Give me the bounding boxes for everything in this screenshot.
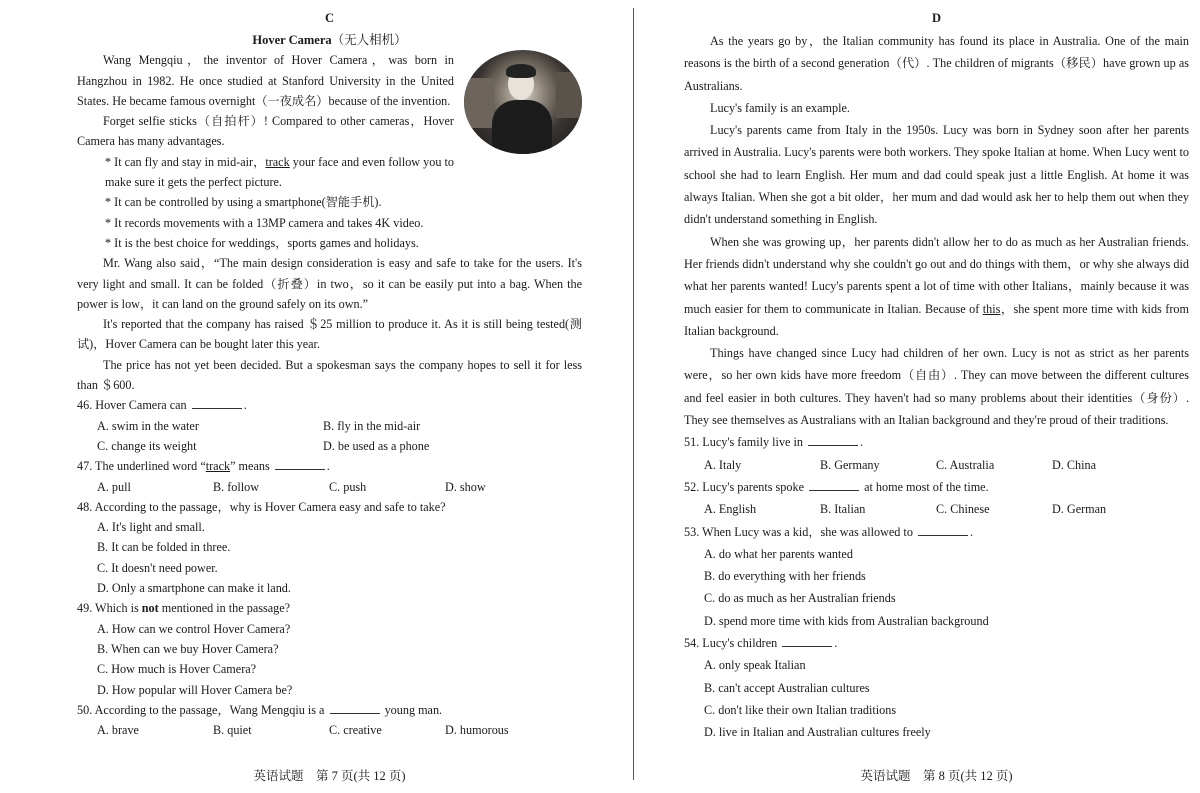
options-47 [77,477,582,497]
answer-blank[interactable] [275,457,325,470]
option[interactable]: C. Australia [936,457,995,472]
feature-bullet: * It is the best choice for weddings，sports games and holidays. [105,235,419,250]
title-english: Hover Camera [252,33,332,47]
answer-blank[interactable] [808,433,858,446]
option[interactable]: D. How popular will Hover Camera be? [97,682,293,697]
option[interactable]: B. can't accept Australian cultures [704,680,870,695]
option[interactable]: B. It can be folded in three. [97,540,231,555]
options-50 [77,720,582,740]
option[interactable]: A. How can we control Hover Camera? [97,621,291,636]
option[interactable]: C. push [329,479,367,494]
passage-title [77,30,582,50]
option[interactable]: A. It's light and small. [97,520,205,535]
option[interactable]: D. live in Italian and Australian cultures freely [704,725,931,740]
options-46 [77,416,582,436]
answer-blank[interactable] [330,701,380,714]
options-46 [77,436,582,456]
underlined-word: this [982,301,1001,316]
question-53: 53. When Lucy was a kid，she was allowed to . [684,524,974,539]
option[interactable]: B. quiet [213,723,252,738]
passage-paragraph: Wang Mengqiu，the inventor of Hover Camera，was born in Hangzhou in 1982. He once studied at Stanford University in the United States. He became famous overnight（一夜成名）because of the invention. [77,53,454,108]
option[interactable]: A. English [704,502,757,517]
left-page [77,8,582,740]
title-chinese: （无人相机） [331,33,407,47]
section-letter-d: D [931,11,942,25]
option[interactable]: A. brave [97,723,139,738]
option[interactable]: A. pull [97,479,131,494]
feature-bullet: * It can be controlled by using a smartphone(智能手机). [105,195,382,210]
option[interactable]: D. Only a smartphone can make it land. [97,581,291,596]
option[interactable]: C. don't like their own Italian traditions [704,702,897,717]
question-46: 46. Hover Camera can . [77,398,247,413]
option[interactable]: D. spend more time with kids from Australian background [704,613,989,628]
question-52: 52. Lucy's parents spoke at home most of the time. [684,479,989,494]
option[interactable]: B. do everything with her friends [704,569,866,584]
question-47: 47. The underlined word “track” means . [77,459,330,474]
passage-paragraph: Mr. Wang also said，“The main design consideration is easy and safe to take for the users. It's very light and small. It can be folded（折叠）in two，so it can be easily put into a bag. When the power is low，it can land on the ground safely on its own.” [77,256,582,311]
inventor-photo [464,50,582,154]
passage-paragraph: Lucy's family is an example. [710,100,850,115]
options-52 [684,498,1189,520]
right-page [684,8,1189,744]
option[interactable]: C. It doesn't need power. [97,560,218,575]
option[interactable]: A. only speak Italian [704,658,806,673]
passage-paragraph: Forget selfie sticks（自拍杆）! Compared to other cameras，Hover Camera has many advantages. [77,114,454,149]
option[interactable]: C. Chinese [936,502,990,517]
option[interactable]: C. How much is Hover Camera? [97,662,257,677]
option[interactable]: C. do as much as her Australian friends [704,591,896,606]
answer-blank[interactable] [918,523,968,536]
option[interactable]: C. change its weight [97,438,197,453]
question-51: 51. Lucy's family live in . [684,435,864,450]
page-divider [633,8,634,780]
option[interactable]: D. German [1052,502,1107,517]
option[interactable]: A. do what her parents wanted [704,546,853,561]
option[interactable]: D. show [445,479,486,494]
option[interactable]: D. humorous [445,723,509,738]
answer-blank[interactable] [782,634,832,647]
passage-paragraph: Lucy's parents came from Italy in the 1950s. Lucy was born in Sydney soon after her parents arrived in Australia. Lucy's parents were both workers. They spoke Italian at home. When Lucy went to school she had to learn English. Her mum and dad could speak just a little English. At home it was always Italian. When she got a bit older，her mum and dad would ask her to help them out when they didn't understand something in English. [684,123,1190,227]
passage-paragraph: As the years go by，the Italian community has found its place in Australia. One of the main reasons is the birth of a second generation（代）. The children of migrants（移民）have grown up as Australians. [684,34,1189,93]
option[interactable]: D. China [1052,457,1097,472]
page-footer-right: 英语试题 第 8 页(共 12 页) [860,769,1013,783]
feature-bullet: * It can fly and stay in mid-air，track your face and even follow you to make sure it gets the perfect picture. [105,154,455,190]
option[interactable]: B. Italian [820,502,866,517]
underlined-word: track [265,154,290,169]
question-54: 54. Lucy's children . [684,636,838,651]
option[interactable]: B. Germany [820,457,880,472]
option[interactable]: C. creative [329,723,382,738]
option[interactable]: B. When can we buy Hover Camera? [97,641,279,656]
feature-bullet: * It records movements with a 13MP camera and takes 4K video. [105,215,424,230]
question-49: 49. Which is not mentioned in the passage? [77,601,291,616]
option[interactable]: B. follow [213,479,260,494]
answer-blank[interactable] [809,478,859,491]
passage-paragraph: The price has not yet been decided. But a spokesman says the company hopes to sell it for less than ＄600. [77,357,582,393]
options-51 [684,454,1189,476]
option[interactable]: A. swim in the water [97,418,199,433]
option[interactable]: A. Italy [704,457,742,472]
page-footer-left: 英语试题 第 7 页(共 12 页) [253,769,406,783]
option[interactable]: D. be used as a phone [323,438,430,453]
passage-paragraph: When she was growing up，her parents didn't allow her to do as much as her Australian friends. Her friends didn't understand why she couldn't go out and do things with them，or why she always did what her parents wanted! Lucy's parents spent a lot of time with other Italians，mainly because it was much easier for them to communicate in Italian. Because of this，she spent more time with kids from Italian background. [684,234,1189,338]
question-48: 48. According to the passage，why is Hover Camera easy and safe to take? [77,499,446,514]
question-50: 50. According to the passage，Wang Mengqiu is a young man. [77,702,443,717]
passage-paragraph: It's reported that the company has raised ＄25 million to produce it. As it is still being tested(测试)，Hover Camera can be bought later this year. [77,317,582,352]
answer-blank[interactable] [192,396,242,409]
passage-paragraph: Things have changed since Lucy had children of her own. Lucy is not as strict as her parents were，so her own kids have more freedom（自由）. They can move between the different cultures and feel easier in both cultures. They haven't had so many problems about their identities（身份）. They see themselves as Australians with an Italian background and they're proud of their traditions. [684,346,1189,428]
option[interactable]: B. fly in the mid-air [323,418,421,433]
section-letter-c: C [324,11,335,25]
